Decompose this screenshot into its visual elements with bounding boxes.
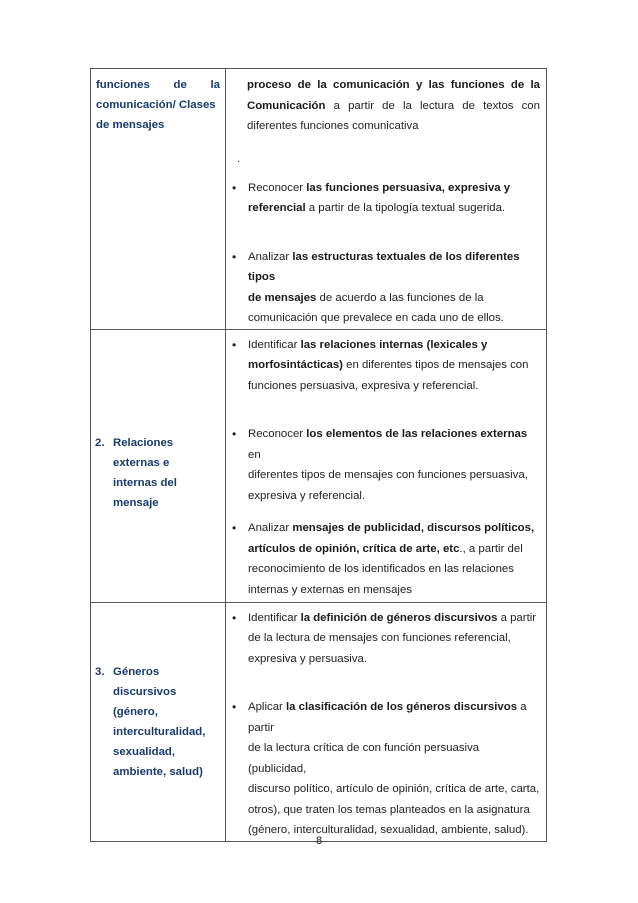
table-row (91, 602, 547, 841)
topic-heading: 3. Géneros discursivos (género, interculturalidad, sexualidad, ambiente, salud) (95, 665, 206, 778)
topic-word: la (210, 79, 220, 91)
row3-objectives-cell (226, 602, 547, 841)
bullet-icon: • (232, 249, 237, 264)
continued-paragraph (226, 69, 546, 137)
bullet-icon: • (232, 180, 237, 195)
bold-text: Comunicación (247, 99, 326, 112)
row3-topic-cell (91, 602, 226, 841)
row1-objectives-cell (226, 69, 547, 330)
objective-bullet: • Aplicar la clasificación de los géneros discursivos a partir de la lectura crítica de con función persuasiva (publicidad, discurso político, artículo de opinión, crítica de arte, carta, otros), que traten los temas planteados en la asignatura (género, interculturalidad, sexualidad, ambiente, salud). (226, 697, 546, 841)
bullet-icon: • (232, 337, 237, 352)
row2-topic-cell (91, 329, 226, 602)
topic-line (96, 75, 220, 95)
objective-bullet: • Reconocer las funciones persuasiva, expresiva y referencial a partir de la tipología textual sugerida. (226, 178, 546, 219)
bullet-icon: • (232, 700, 237, 714)
objective-bullet: • Identificar la definición de géneros discursivos a partir de la lectura de mensajes con funciones referencial, expresiva y persuasiva. (226, 608, 546, 670)
text-line: proceso de la comunicación y las funciones de la (247, 79, 540, 91)
topic-line: de mensajes (96, 119, 165, 131)
topic-line: comunicación/ Clases (96, 99, 216, 111)
objective-bullet: • Reconocer los elementos de las relaciones externas en diferentes tipos de mensajes con funciones persuasiva, expresiva y referencial. (226, 424, 546, 506)
topic-word: de (173, 79, 187, 91)
bullet-icon: • (232, 521, 237, 535)
text-line: diferentes funciones comunicativa (247, 120, 419, 132)
row1-topic-cell (91, 69, 226, 330)
table-row (91, 329, 547, 602)
table-row (91, 69, 547, 330)
objective-bullet: • Analizar las estructuras textuales de los diferentes tipos de mensajes de acuerdo a las funciones de la comunicación que prevalece en cada uno de ellos. (226, 247, 546, 329)
topic-word: funciones (96, 79, 150, 91)
text-line: Comunicación a partir de la lectura de textos con (247, 96, 540, 117)
topic-heading: 2. Relaciones externas e internas del mensaje (95, 436, 177, 509)
syllabus-table (90, 68, 547, 842)
objective-bullet: • Analizar mensajes de publicidad, discursos políticos, artículos de opinión, crítica de arte, etc., a partir del reconocimiento de los identificados en las relaciones internas y externas en mensajes (226, 518, 546, 600)
bullet-icon: • (232, 427, 237, 441)
page-number: 8 (315, 835, 323, 847)
stray-dot: . (237, 152, 241, 165)
bullet-icon: • (232, 610, 237, 625)
objective-bullet: • Identificar las relaciones internas (lexicales y morfosintácticas) en diferentes tipos de mensajes con funciones persuasiva, expresiva y referencial. (226, 335, 546, 397)
row2-objectives-cell (226, 329, 547, 602)
